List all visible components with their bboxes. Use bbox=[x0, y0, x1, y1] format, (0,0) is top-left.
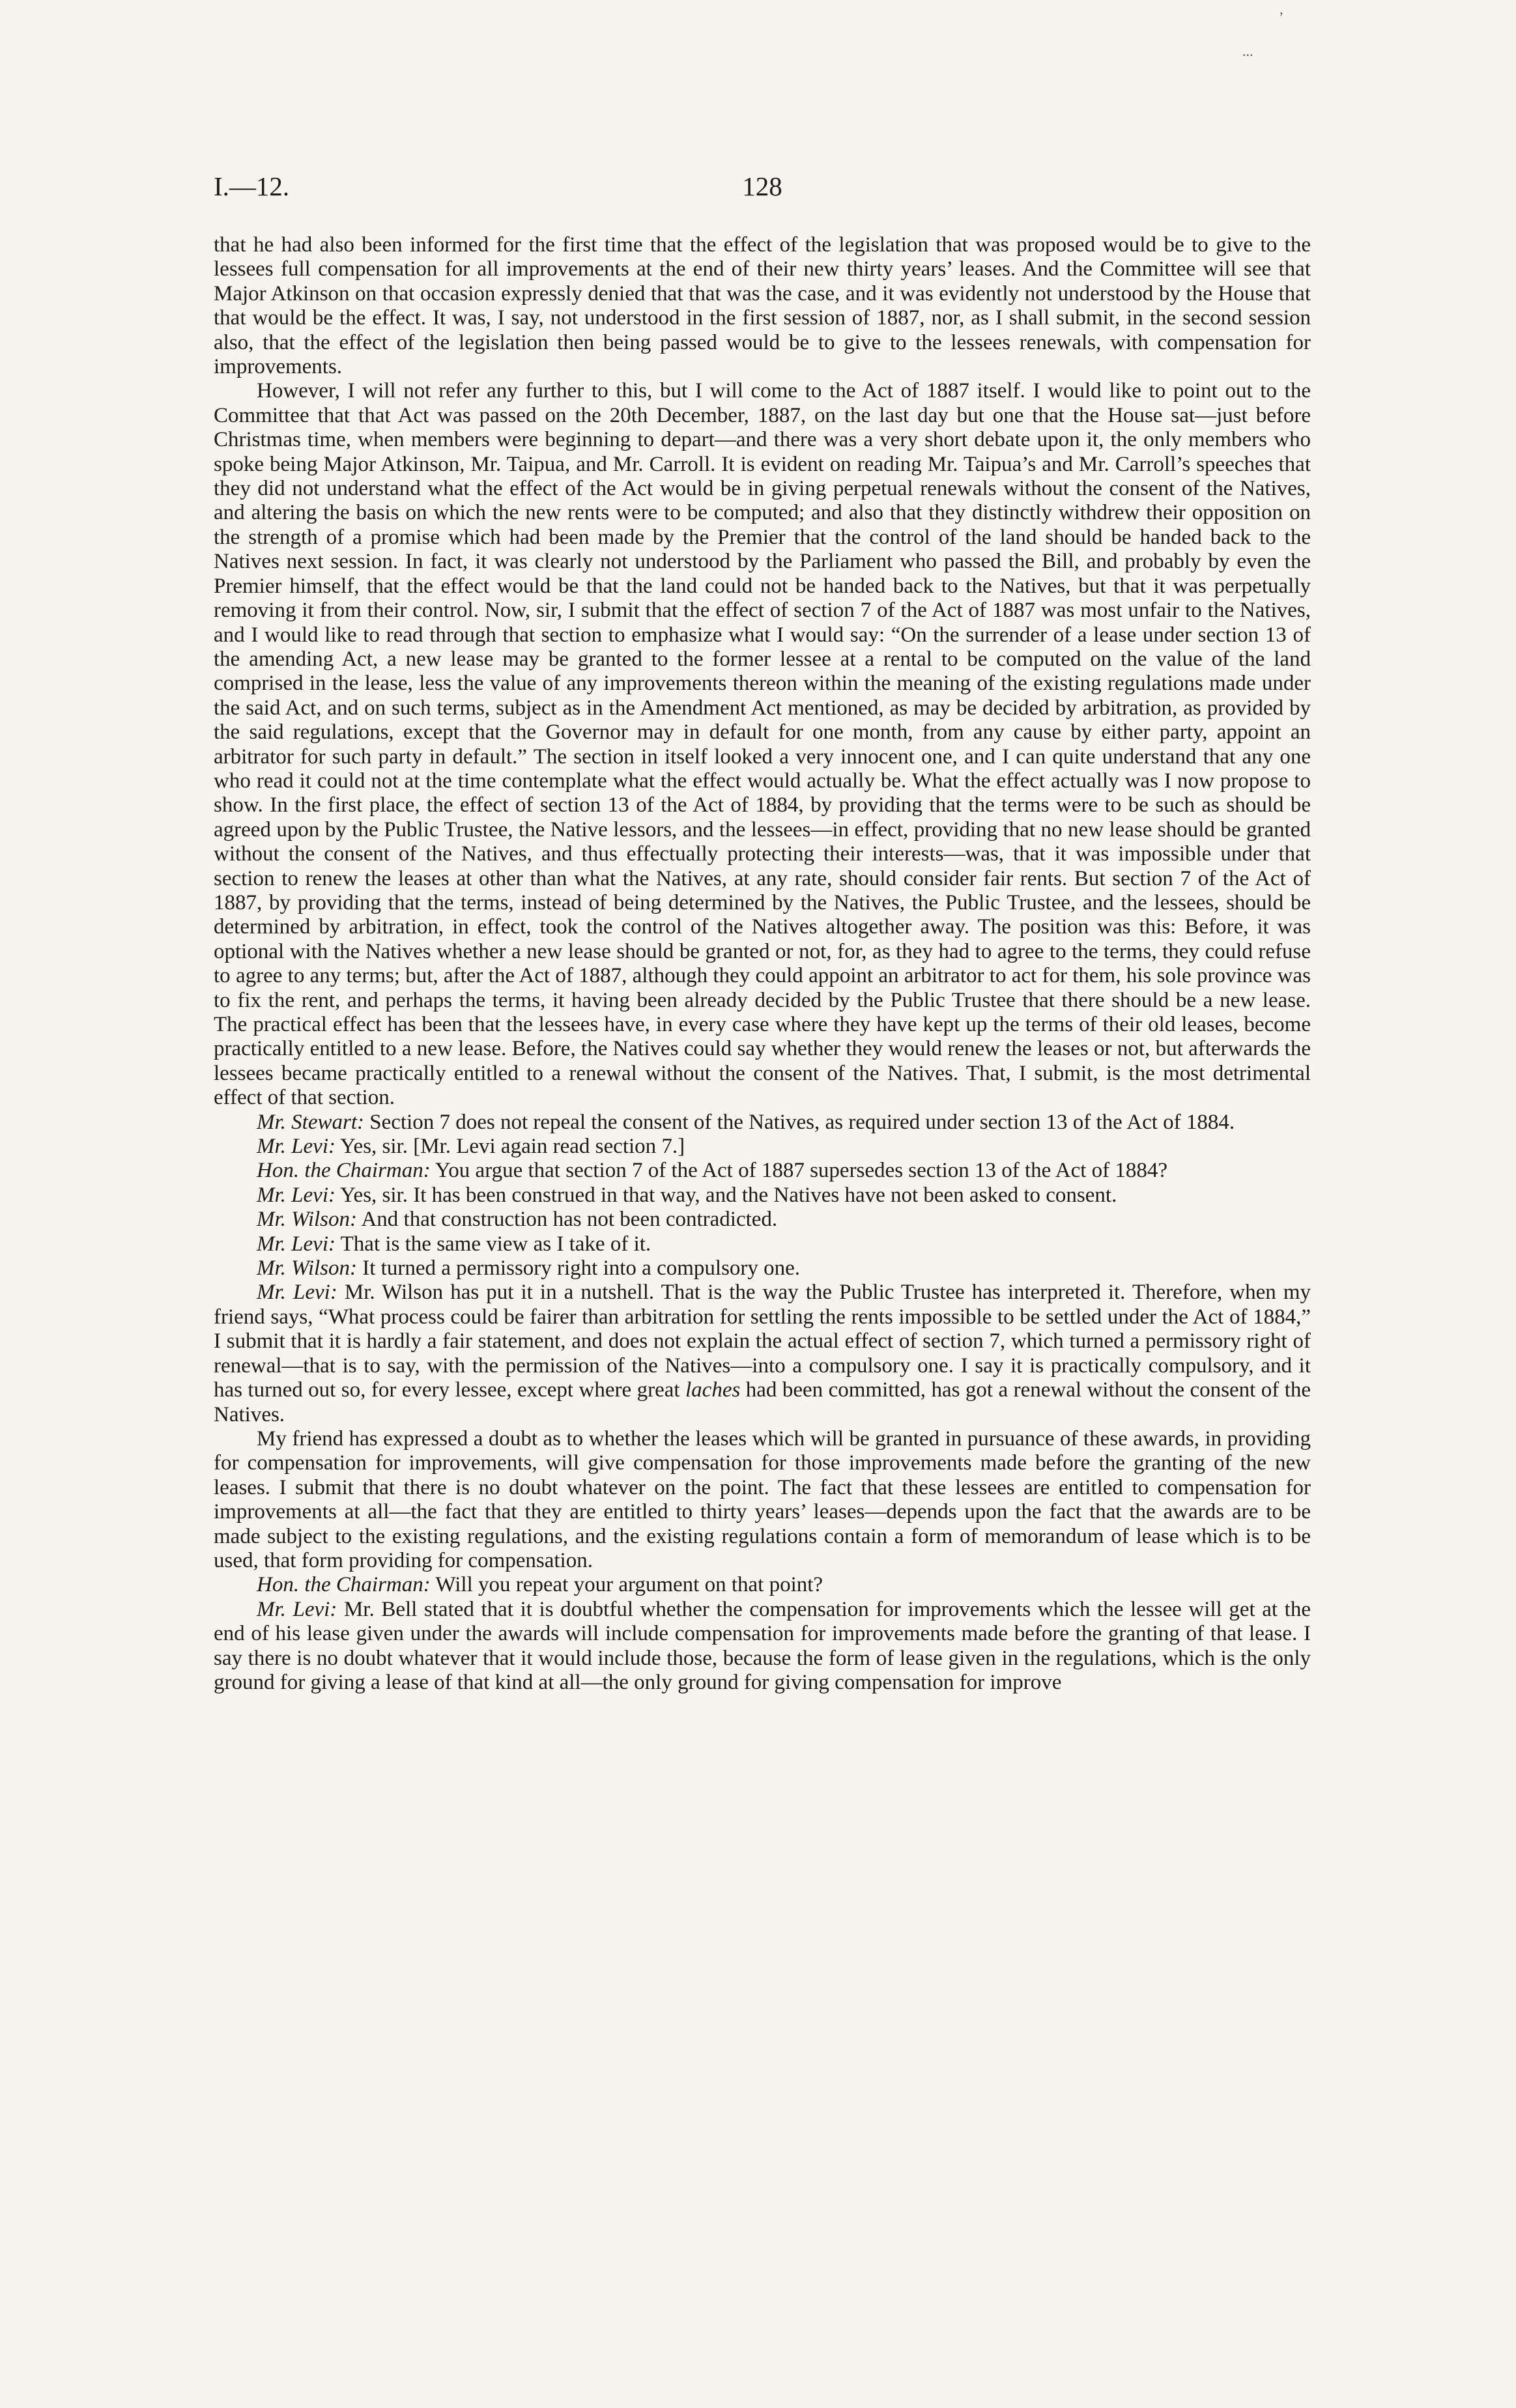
paragraph-text: Will you repeat your argument on that point? bbox=[435, 1573, 823, 1597]
speaker-name: Mr. Levi: bbox=[257, 1232, 336, 1256]
speaker-name: Mr. Levi: bbox=[257, 1597, 337, 1621]
speaker-name: Mr. Stewart: bbox=[257, 1110, 364, 1134]
dialogue-paragraph bbox=[214, 1573, 1311, 1597]
document-reference: I.—12. bbox=[214, 171, 290, 201]
dialogue-paragraph bbox=[214, 1183, 1311, 1208]
body-text bbox=[214, 233, 1311, 1695]
speaker-name: Hon. the Chairman: bbox=[257, 1573, 431, 1597]
paragraph-text: You argue that section 7 of the Act of 1887 supersedes section 13 of the Act of 1884? bbox=[435, 1159, 1168, 1183]
page-header bbox=[214, 171, 1311, 210]
dialogue-paragraph bbox=[214, 1598, 1311, 1695]
page-number: 128 bbox=[742, 171, 782, 201]
speaker-name: Mr. Wilson: bbox=[257, 1208, 358, 1232]
margin-mark: ... bbox=[1242, 43, 1253, 59]
dialogue-paragraph bbox=[214, 1208, 1311, 1232]
emphasized-term: laches bbox=[685, 1378, 741, 1402]
speaker-name: Hon. the Chairman: bbox=[257, 1159, 431, 1183]
paragraph-text: had been committed, has got a renewal without the consent of the Natives. bbox=[214, 1378, 1311, 1426]
paragraph-text: that he had also been informed for the first time that the effect of the legislation that was proposed would be to give to the lessees full compensation for all improvements at the end of their new thirty years’ leases. And the Committee will see that Major Atkinson on that occasion expressly denied that that was the case, and it was evidently not understood by the House that that would be the effect. It was, I say, not understood in the first session of 1887, nor, as I shall submit, in the second session also, that the effect of the legislation then being passed would be to give to the lessees renewals, with compensation for improvements. bbox=[214, 233, 1311, 379]
speaker-name: Mr. Levi: bbox=[257, 1281, 337, 1305]
speaker-name: Mr. Levi: bbox=[257, 1135, 336, 1159]
dialogue-paragraph bbox=[214, 1111, 1311, 1135]
paragraph-text: Mr. Bell stated that it is doubtful whether the compensation for improvements which the lessee will get at the end of his lease given under the awards will include compensation for improvements made before the granting of that lease. I say there is no doubt whatever that it would include those, because the form of lease given in the regulations, which is the only ground for giving a lease of that kind at all—the only ground for giving compensation for improve bbox=[214, 1597, 1311, 1694]
paragraph-text: And that construction has not been contradicted. bbox=[361, 1208, 778, 1232]
paragraph-text: However, I will not refer any further to this, but I will come to the Act of 1887 itself. I would like to point out to the Committee that that Act was passed on the 20th December, 1887, on the last day but one that the House sat—just before Christmas time, when members were beginning to depart—and there was a very short debate upon it, the only members who spoke being Major Atkinson, Mr. Taipua, and Mr. Carroll. It is evident on reading Mr. Taipua’s and Mr. Carroll’s speeches that they did not understand what the effect of the Act would be in giving perpetual renewals without the consent of the Natives, and altering the basis on which the new rents were to be computed; and also that they distinctly withdrew their opposition on the strength of a promise which had been made by the Premier that the control of the land should be handed back to the Natives next session. In fact, it was clearly not understood by the Parliament who passed the Bill, and probably by even the Premier himself, that the effect would be that the land could not be handed back to the Natives, but that it was perpetually removing it from their control. Now, sir, I submit that the effect of section 7 of the Act of 1887 was most unfair to the Natives, and I would like to read through that section to emphasize what I would say: “On the surrender of a lease under section 13 of the amending Act, a new lease may be granted to the former lessee at a rental to be computed on the value of the land comprised in the lease, less the value of any improvements thereon within the meaning of the existing regulations made under the said Act, and on such terms, subject as in the Amendment Act mentioned, as may be decided by arbitration, as provided by the said regulations, except that the Governor may in default for one month, from any cause by either party, appoint an arbitrator for such party in default.” The section in itself looked a very innocent one, and I can quite understand that any one who read it could not at the time contemplate what the effect would actually be. What the effect actually was I now propose to show. In the first place, the effect of section 13 of the Act of 1884, by providing that the terms were to be such as should be agreed upon by the Public Trustee, the Native lessors, and the lessees—in effect, providing that no new lease should be granted without the consent of the Natives, and thus effectually protecting their interests—was, that it was impossible under that section to renew the leases at other than what the Natives, at any rate, should consider fair rents. But section 7 of the Act of 1887, by providing that the terms, instead of being determined by the Natives, the Public Trustee, and the lessees, should be determined by arbitration, in effect, took the control of the Natives altogether away. The position was this: Before, it was optional with the Natives whether a new lease should be granted or not, for, as they had to agree to the terms, they could refuse to agree to any terms; but, after the Act of 1887, although they could appoint an arbitrator to act for them, his sole province was to fix the rent, and perhaps the terms, it having been already decided by the Public Trustee that there should be a new lease. The practical effect has been that the lessees have, in every case where they have kept up the terms of their old leases, become practically entitled to a new lease. Before, the Natives could say whether they would renew the leases or not, but afterwards the lessees became practically entitled to a renewal without the consent of the Natives. That, I submit, is the most detrimental effect of that section. bbox=[214, 379, 1311, 1110]
paragraph bbox=[214, 379, 1311, 1110]
speaker-name: Mr. Wilson: bbox=[257, 1256, 358, 1281]
dialogue-paragraph bbox=[214, 1135, 1311, 1159]
paragraph-text: Mr. Wilson has put it in a nutshell. That is the way the Public Trustee has interpreted it. Therefore, when my friend says, “What process could be fairer than arbitration for settling the rents impossible to be settled under the Act of 1884,” I submit that it is hardly a fair statement, and does not explain the actual effect of section 7, which turned a permissory right of renewal—that is to say, with the permission of the Natives—into a compulsory one. I say it is practically compulsory, and it has turned out so, for every lessee, except where great bbox=[214, 1281, 1311, 1402]
dialogue-paragraph bbox=[214, 1232, 1311, 1256]
margin-mark: ʼ bbox=[1279, 9, 1284, 25]
paragraph-text: My friend has expressed a doubt as to whether the leases which will be granted in pursuance of these awards, in providing for compensation for improvements, will give compensation for those improvements made before the granting of the new leases. I submit that there is no doubt whatever on the point. The fact that these lessees are entitled to compensation for improvements at all—the fact that they are entitled to thirty years’ leases—depends upon the fact that the awards are to be made subject to the existing regulations, and the existing regulations contain a form of memorandum of lease which is to be used, that form providing for compensation. bbox=[214, 1426, 1311, 1572]
dialogue-paragraph bbox=[214, 1281, 1311, 1426]
dialogue-paragraph bbox=[214, 1256, 1311, 1281]
paragraph-text: It turned a permissory right into a compulsory one. bbox=[362, 1256, 801, 1281]
paragraph-text: Section 7 does not repeal the consent of the Natives, as required under section 13 of the Act of 1884. bbox=[369, 1110, 1235, 1134]
dialogue-paragraph bbox=[214, 1159, 1311, 1183]
paragraph-text: That is the same view as I take of it. bbox=[340, 1232, 651, 1256]
paragraph bbox=[214, 233, 1311, 379]
speaker-name: Mr. Levi: bbox=[257, 1183, 336, 1207]
paragraph-text: Yes, sir. [Mr. Levi again read section 7.] bbox=[340, 1135, 685, 1159]
paragraph bbox=[214, 1427, 1311, 1573]
paragraph-text: Yes, sir. It has been construed in that way, and the Natives have not been asked to consent. bbox=[340, 1183, 1117, 1207]
